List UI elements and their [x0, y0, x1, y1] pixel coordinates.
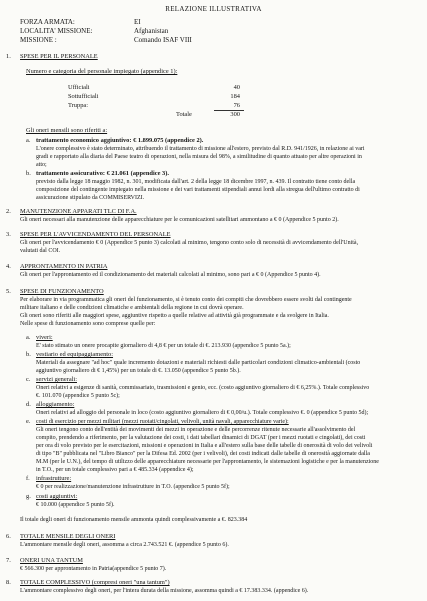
section-line: Gli oneri necessari alla manutenzione delle apparecchiature per le comunicazioni satellitari ammontano a € 0 (Appendice 5 punto 2).: [20, 217, 339, 223]
section-line: Gli oneri sono riferiti alle maggiori spese, aggiuntive rispetto a quelle relative ad attività già programmate e da svolgere in Italia.: [20, 313, 329, 319]
item-line: aggiuntivo giornaliero di € 1,45%) per un totale di €. 13.050 (appendice 5 punto 5b.).: [36, 368, 241, 374]
personnel-count: 184: [230, 93, 240, 100]
item-letter: c.: [26, 376, 31, 383]
item-letter: b.: [26, 351, 31, 358]
header-label: FORZA ARMATA:: [20, 18, 75, 26]
item-line: di tipo "B" pubblicata nel "Libro Bianco" per la Difesa Ed. 2002 (per i velivoli), dei costi indicati dalle tabelle di onerosità aggiornate dalla: [36, 451, 370, 457]
section-number: 7.: [6, 557, 11, 564]
personnel-total-label: Totale: [176, 111, 192, 118]
item-line: compito, prendendo a riferimento, per la valutazione dei costi, i dati tabellari dinamici di DGAT (per i mezzi ruotati e cingolati), dei costi: [36, 435, 366, 441]
section-number: 5.: [6, 288, 11, 295]
item-line: €. 101.070 (appendice 5 punto 5c);: [36, 393, 120, 399]
personnel-label: Ufficiali: [68, 84, 90, 91]
item-line: L'onere complessivo è stato determinato, attribuendo il trattamento di missione all'estero, previsto dal R.D. 941/1926, in relazione ai vari: [36, 146, 365, 152]
section-line: militare italiano e delle condizioni climatiche e ambientali della regione in cui dovrà operare.: [20, 305, 244, 311]
section-line: L'ammontare complessivo degli oneri, per l'intera durata della missione, assomma quindi a € 17.383.334. (appendice 6).: [20, 588, 309, 594]
item-line: atto;: [36, 162, 47, 168]
section-title: ONERI UNA TANTUM: [20, 557, 83, 564]
section-title: SPESE DI FUNZIONAMENTO: [20, 288, 104, 295]
operating-total-line: Il totale degli oneri di funzionamento mensile ammonta quindi complessivamente a €. 823.384: [20, 517, 248, 523]
item-title: costi di esercizio per mezzi militari (mezzi ruotati/cingolati, velivoli, unità navali, apparecchiature varie):: [36, 419, 289, 425]
item-title: alloggiamento:: [36, 401, 75, 408]
personnel-count: 76: [233, 102, 240, 109]
item-line: € 10.000 (appendice 5 punto 5f).: [36, 502, 115, 508]
section-line: Per elaborare in via programmatica gli oneri del funzionamento, si è tenuto conto dei compiti che dovrebbero essere svolti dal contingente: [20, 297, 352, 303]
personnel-label: Truppa:: [68, 102, 89, 109]
section-line: L'ammontare mensile degli oneri, assomma a circa 2.743.521 €. (appendice 5 punto 6).: [20, 542, 229, 548]
personnel-subtitle: Numero e categoria del personale impiegato (appendice 1):: [26, 68, 178, 75]
item-letter: f.: [26, 475, 30, 482]
item-line: previsto dalla legge 18 maggio 1982, n. 301, modificata dall'art. 2 della legge 18 dicembre 1997, n. 439. Il contratto tiene conto della: [36, 179, 356, 185]
item-line: composizione del contingente impiegato nella missione e dei vari trattamenti stipendiali annui lordi alla stregua dell'ultimo contratto di: [36, 187, 360, 193]
item-title: viveri:: [36, 334, 53, 341]
item-line: Oneri relativi a esigenze di sanità, commissariato, trasmissioni e genio, ecc. (costo aggiuntivo giornaliero di € 6,25%.). Totale complessivo: [36, 385, 370, 391]
item-line: € 0 per realizzazione/manutenzione infrastrutture in T.O. (appendice 5 punto 5f);: [36, 484, 230, 490]
header-value: EI: [134, 18, 141, 26]
item-line: Materiali da assegnare "ad hoc" quale incremento dotazioni e materiali richiesti dalle particolari condizioni climatico-ambientali (costo: [36, 360, 361, 366]
item-letter: d.: [26, 401, 31, 408]
header-label: MISSIONE :: [20, 36, 57, 44]
oneri-intro: Gli oneri mensili sono riferiti a:: [26, 127, 108, 134]
section-number: 1.: [6, 53, 11, 60]
section-number: 8.: [6, 579, 11, 586]
item-title: servizi generali:: [36, 376, 77, 383]
personnel-total: 300: [230, 111, 240, 118]
item-line: per ora di volo previsto per le esercitazioni, missioni e operazioni in Italia e all'estero sulla base delle tabelle di onerosità di volo dei velivoli: [36, 443, 373, 449]
personnel-count: 40: [233, 84, 240, 91]
item-line: Oneri relativi ad alloggio del personale in loco (costo aggiuntivo giornaliero di € 0,00/u.). Totale complessivo €. 0 (appendice 5 punto 5d);: [36, 410, 369, 416]
item-letter: g.: [26, 493, 31, 500]
document-title: RELAZIONE ILLUSTRATIVA: [165, 5, 262, 13]
header-value: Afghanistan: [134, 27, 169, 35]
item-title: infrastrutture:: [36, 475, 72, 482]
item-title: costi aggiuntivi:: [36, 493, 78, 500]
section-title: TOTALE COMPLESSIVO (compresi oneri "una tantum"): [20, 579, 170, 586]
header-value: Comando ISAF VIII: [134, 36, 192, 44]
item-line: trattamento economico aggiuntivo: € 1.899.075 (appendice 2).: [36, 137, 204, 144]
section-line: Gli oneri per l'approntamento ed il condizionamento dei materiali calcolati al minimo, sono pari a € 0 (Appendice 5 punto 4).: [20, 272, 321, 278]
section-title: TOTALE MENSILE DEGLI ONERI: [20, 533, 116, 540]
item-letter: b.: [26, 170, 31, 177]
item-letter: e.: [26, 418, 31, 425]
personnel-label: Sottufficiali: [68, 93, 99, 100]
section-line: valutati dal COI.: [20, 248, 61, 254]
section-line: € 566.300 per approntamento in Patria(appendice 5 punto 7).: [20, 566, 167, 572]
item-letter: a.: [26, 137, 31, 144]
item-line: trattamento assicurativo: € 21.061 (appendice 3).: [36, 170, 169, 177]
item-line: in T.O., per un totale complessivo pari a € 485.334 (appendice 4);: [36, 467, 194, 473]
item-letter: a.: [26, 334, 31, 341]
section-line: Nelle spese di funzionamento sono comprese quelle per:: [20, 321, 156, 327]
item-line: Gli oneri tengono conto dell'entità dei movimenti dei mezzi in operazione e delle percorrenze ritenute necessarie all'assolvimento del: [36, 427, 356, 433]
section-title: APPRONTAMENTO IN PATRIA: [20, 263, 108, 270]
header-label: LOCALITA' MISSIONE:: [20, 27, 93, 35]
section-number: 2.: [6, 208, 11, 215]
section-title: SPESE PER IL PERSONALE: [20, 53, 98, 60]
section-line: Gli oneri per l'avvicendamento € 0 (Appendice 5 punto 3) calcolati al minimo, tengono conto solo di necessità di avvicendamento dell'Unità,: [20, 240, 359, 246]
section-number: 6.: [6, 533, 11, 540]
item-line: assicurazione stipulato da COMMISERVIZI.: [36, 195, 145, 201]
item-line: E' stato stimato un onere procapite giornaliero di 4,8 € per un totale di €. 213.930 (appendice 5 punto 5a.);: [36, 343, 291, 349]
section-title: MANUTENZIONE APPARATI TLC DI F.A.: [20, 208, 137, 215]
section-title: SPESE PER L'AVVICENDAMENTO DEL PERSONALE: [20, 231, 171, 238]
item-line: M.M (per le U.N.), del tempo di utilizzo delle apparecchiature necessarie per l'approntamento, le sistemazioni logistiche e per la manutenzione: [36, 459, 379, 465]
item-title: vestiario ed equipaggiamento:: [36, 351, 114, 358]
section-number: 4.: [6, 263, 11, 270]
section-number: 3.: [6, 231, 11, 238]
item-line: gradi e rapportato alla diaria del Paese teatro di operazioni, nella misura del 98%, a similitudine di quanto attuato per altre operazioni in: [36, 154, 362, 160]
